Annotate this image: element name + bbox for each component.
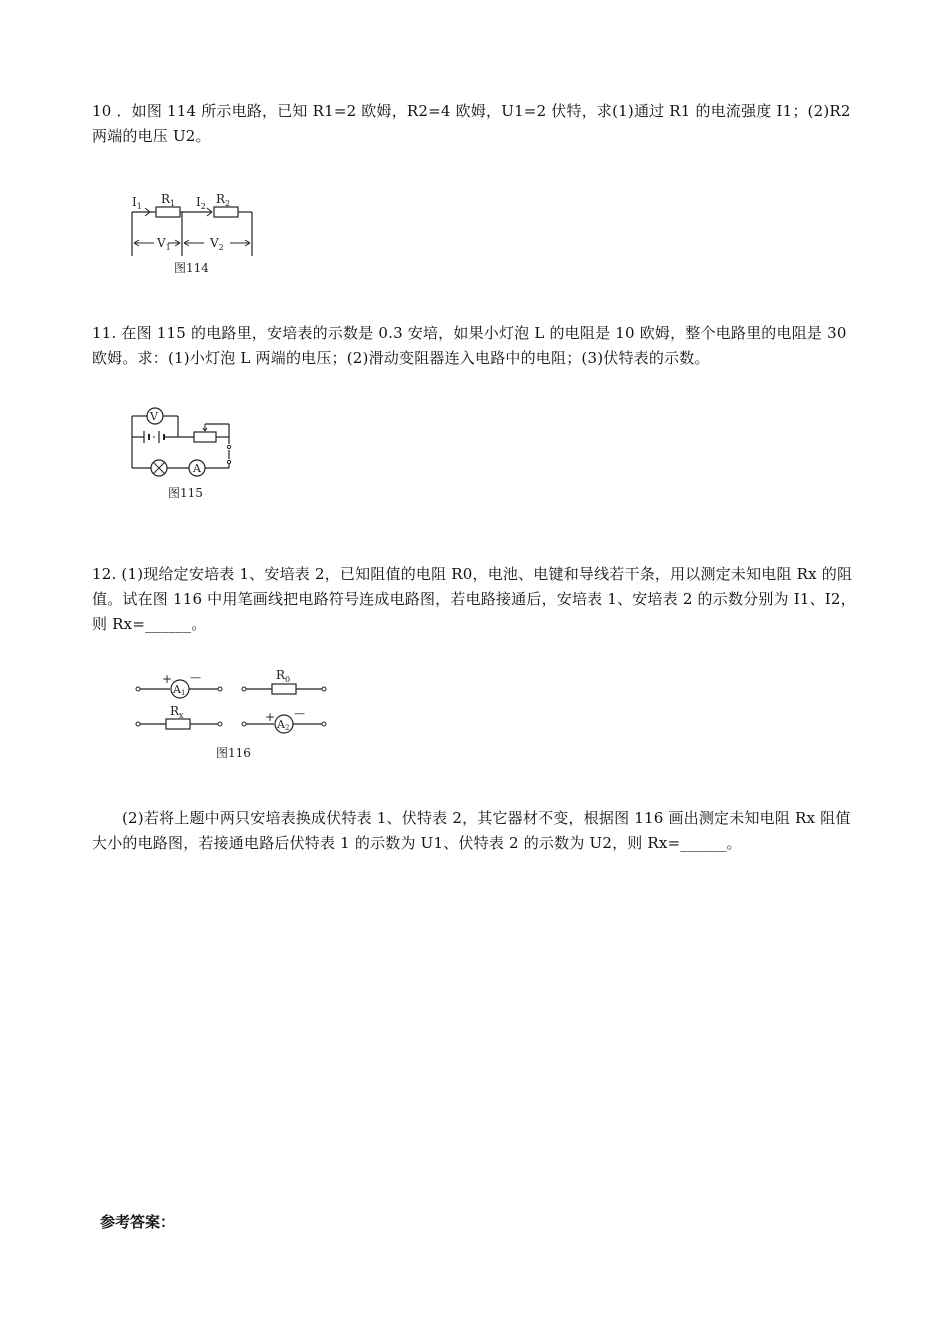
svg-text:V2: $V_2$ — [210, 236, 224, 252]
svg-text:V: V — [150, 410, 158, 423]
svg-text:I2: $I_2$ — [196, 195, 206, 211]
svg-text:R1: $R_1$ — [161, 192, 176, 208]
svg-text:—: — — [190, 671, 201, 684]
answer-heading: 参考答案： — [100, 1213, 176, 1231]
question-10-text: 10 ．如图 114 所示电路，已知 R1=2 欧姆，R2=4 欧姆，U1=2 伏特，求(1)通过 R1 的电流强度 I1；(2)R2 两端的电压 U2。 — [92, 102, 851, 145]
svg-text:I1: $I_1$ — [132, 195, 142, 211]
rheostat-icon — [194, 432, 216, 442]
question-12-part2-text: (2)若将上题中两只安培表换成伏特表 1、伏特表 2，其它器材不变，根据图 116 画出测定未知电阻 Rx 阻值大小的电路图，若接通电路后伏特表 1 的示数为 U1、伏特表 2 的示数为 U2，则 Rx=______。 — [92, 809, 851, 852]
figure-116-caption: 图116 — [216, 746, 251, 760]
svg-text:+: + — [265, 710, 276, 724]
question-11-text: 11. 在图 115 的电路里，安培表的示数是 0.3 安培，如果小灯泡 L 的电阻是 10 欧姆，整个电路里的电阻是 30 欧姆。求：(1)小灯泡 L 两端的电压；(2)滑动变阻器连入电路中的电阻；(3)伏特表的示数。 — [92, 324, 847, 367]
svg-text:A1: A1 — [173, 683, 186, 697]
svg-text:V1: $V_1$ — [157, 236, 171, 252]
figure-114-caption: 图114 — [174, 261, 209, 275]
svg-text:A2: A2 — [277, 718, 290, 732]
resistor-r1 — [156, 207, 180, 217]
svg-text:—: — — [294, 707, 305, 720]
svg-text:A: A — [193, 462, 201, 475]
resistor-rx — [166, 719, 190, 729]
resistor-r2 — [214, 207, 238, 217]
svg-text:+: + — [162, 672, 173, 686]
figure-115 — [128, 404, 248, 504]
svg-text:Rx: $R_x$ — [170, 704, 184, 720]
figure-114 — [128, 190, 258, 282]
resistor-r0 — [272, 684, 296, 694]
figure-115-caption: 图115 — [168, 486, 203, 500]
figure-116 — [134, 664, 334, 764]
svg-text:R2: $R_2$ — [216, 192, 231, 208]
question-12-text: 12. (1)现给定安培表 1、安培表 2，已知阻值的电阻 R0，电池、电键和导线若干条，用以测定未知电阻 Rx 的阻值。试在图 116 中用笔画线把电路符号连成电路图，若电路接通后，安培表 1、安培表 2 的示数分别为 I1、I2，则 Rx=______。 — [92, 565, 856, 633]
svg-text:R0: $R_0$ — [276, 668, 291, 684]
